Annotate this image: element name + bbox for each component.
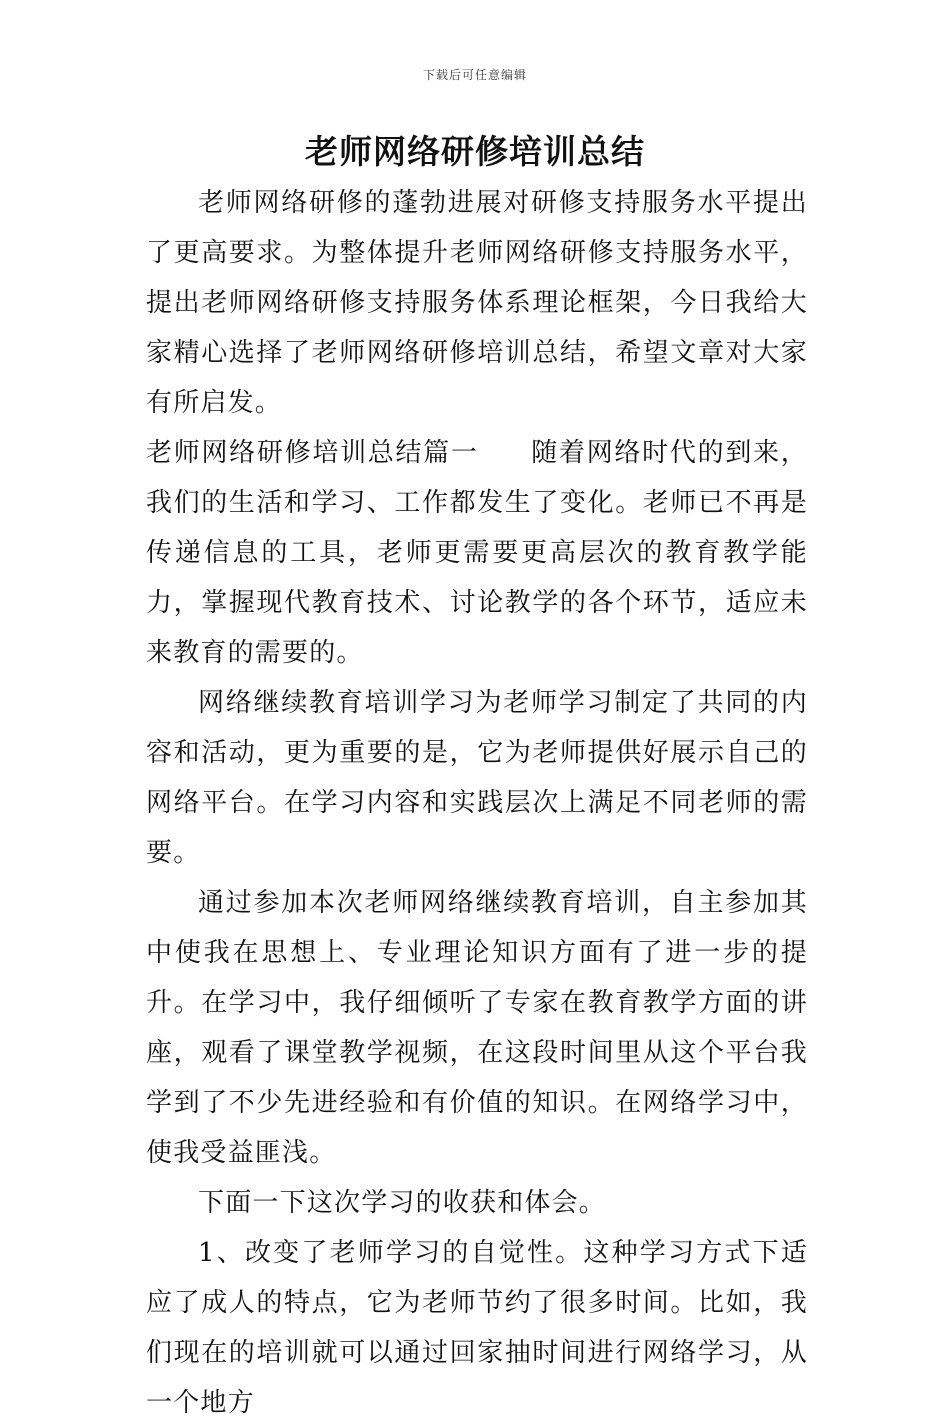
paragraph-training: 通过参加本次老师网络继续教育培训，自主参加其中使我在思想上、专业理论知识方面有了进一步的提升。在学习中，我仔细倾听了专家在教育教学方面的讲座，观看了课堂教学视频，在这段时间里从这个平台我学到了不少先进经验和有价值的知识。在网络学习中，使我受益匪浅。 bbox=[146, 888, 808, 1168]
section-body: 随着网络时代的到来，我们的生活和学习、工作都发生了变化。老师已不再是传递信息的工具，老师更需要更高层次的教育教学能力，掌握现代教育技术、讨论教学的各个环节，适应未来教育的需要的。 bbox=[146, 438, 808, 668]
paragraph-section-one bbox=[146, 428, 808, 678]
paragraph-platform: 网络继续教育培训学习为老师学习制定了共同的内容和活动，更为重要的是，它为老师提供好展示自己的网络平台。在学习内容和实践层次上满足不同老师的需要。 bbox=[146, 688, 808, 868]
document-body bbox=[146, 178, 808, 1428]
paragraph-intro: 老师网络研修的蓬勃进展对研修支持服务水平提出了更高要求。为整体提升老师网络研修支持服务水平，提出老师网络研修支持服务体系理论框架，今日我给大家精心选择了老师网络研修培训总结，希望文章对大家有所启发。 bbox=[146, 188, 808, 418]
paragraph-summary-intro: 下面一下这次学习的收获和体会。 bbox=[198, 1188, 607, 1218]
header-note: 下载后可任意编辑 bbox=[422, 68, 527, 82]
paragraph-point-one: 1、改变了老师学习的自觉性。这种学习方式下适应了成人的特点，它为老师节约了很多时间。比如，我们现在的培训就可以通过回家抽时间进行网络学习，从一个地方 bbox=[146, 1238, 808, 1418]
section-heading: 老师网络研修培训总结篇一 bbox=[146, 438, 479, 468]
document-title: 老师网络研修培训总结 bbox=[305, 132, 645, 171]
